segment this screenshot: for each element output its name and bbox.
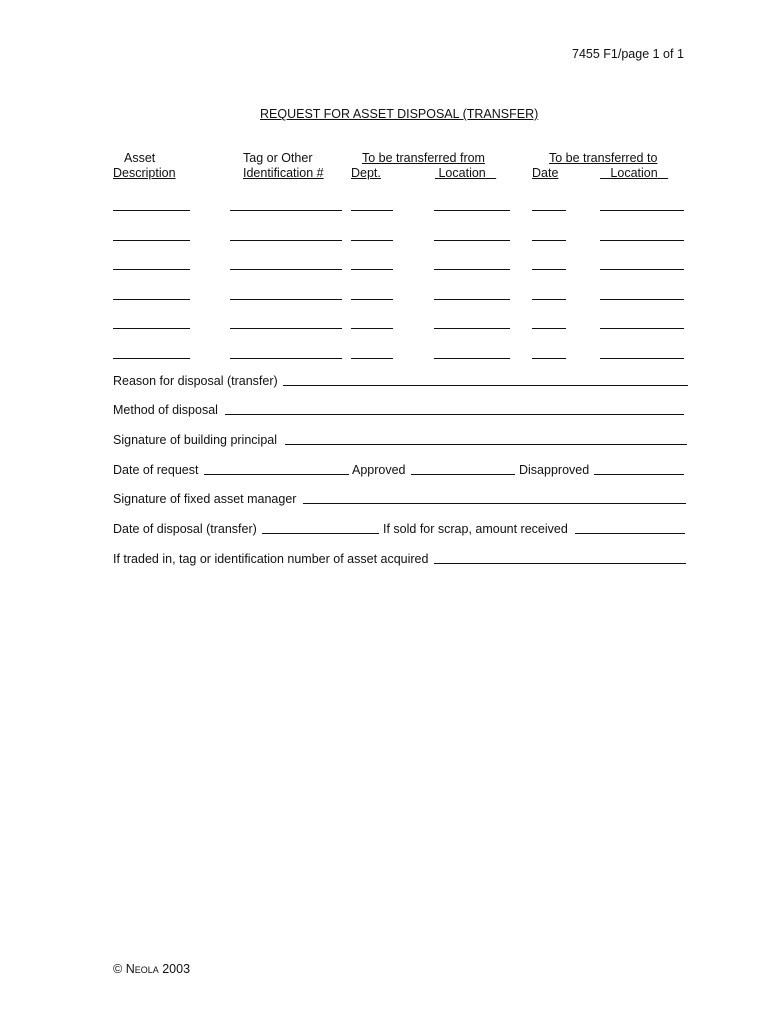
column-to-location: Location [610,166,658,180]
manager-signature-row [113,492,688,507]
identification-blank[interactable] [230,358,342,359]
column-group-transferred-to: To be transferred to [549,151,658,165]
disapproved-line[interactable] [594,474,684,475]
to-date-blank[interactable] [532,210,566,211]
copyright-symbol: © [113,962,123,976]
asset-description-blank[interactable] [113,210,190,211]
from-location-blank[interactable] [434,210,510,211]
reason-input-line[interactable] [283,385,688,386]
method-label: Method of disposal [113,403,218,417]
approved-label: Approved [352,463,406,477]
dept-blank[interactable] [351,269,393,270]
date-request-label: Date of request [113,463,199,477]
dept-blank[interactable] [351,299,393,300]
date-disposal-line[interactable] [262,533,379,534]
column-to-date: Date [532,166,559,180]
column-asset-description: Description [113,166,176,180]
column-tag-top: Tag or Other [243,151,313,165]
to-date-blank[interactable] [532,269,566,270]
reason-field-row [113,374,688,389]
identification-blank[interactable] [230,299,342,300]
identification-blank[interactable] [230,328,342,329]
from-location-blank[interactable] [434,299,510,300]
page-reference: 7455 F1/page 1 of 1 [572,47,684,61]
scrap-amount-line[interactable] [575,533,685,534]
from-location-blank[interactable] [434,269,510,270]
traded-in-line[interactable] [434,563,686,564]
date-disposal-label: Date of disposal (transfer) [113,522,257,536]
manager-signature-line[interactable] [303,503,686,504]
asset-description-blank[interactable] [113,358,190,359]
principal-signature-line[interactable] [285,444,687,445]
column-asset-top: Asset [124,151,156,165]
from-location-blank[interactable] [434,328,510,329]
column-identification: Identification # [243,166,324,180]
dept-blank[interactable] [351,210,393,211]
method-field-row [113,403,688,418]
from-location-blank[interactable] [434,358,510,359]
date-request-line[interactable] [204,474,349,475]
to-location-blank[interactable] [600,358,684,359]
reason-label: Reason for disposal (transfer) [113,374,278,388]
asset-description-blank[interactable] [113,328,190,329]
from-location-blank[interactable] [434,240,510,241]
date-disposal-row [113,522,688,537]
to-date-blank[interactable] [532,240,566,241]
dept-blank[interactable] [351,358,393,359]
copyright-year: 2003 [162,962,191,976]
dept-blank[interactable] [351,328,393,329]
manager-signature-label: Signature of fixed asset manager [113,492,297,506]
asset-description-blank[interactable] [113,240,190,241]
copyright-footer [113,962,190,977]
to-location-blank[interactable] [600,269,684,270]
to-date-blank[interactable] [532,328,566,329]
to-location-blank[interactable] [600,210,684,211]
scrap-amount-label: If sold for scrap, amount received [383,522,568,536]
principal-signature-row [113,433,688,448]
to-date-blank[interactable] [532,358,566,359]
method-input-line[interactable] [225,414,684,415]
disapproved-label: Disapproved [519,463,590,477]
identification-blank[interactable] [230,240,342,241]
column-group-transferred-from: To be transferred from [362,151,485,165]
asset-description-blank[interactable] [113,269,190,270]
to-location-blank[interactable] [600,240,684,241]
to-location-blank[interactable] [600,299,684,300]
identification-blank[interactable] [230,269,342,270]
principal-signature-label: Signature of building principal [113,433,277,447]
to-date-blank[interactable] [532,299,566,300]
traded-in-label: If traded in, tag or identification number of asset acquired [113,552,429,566]
to-location-blank[interactable] [600,328,684,329]
date-request-row [113,463,688,478]
column-from-dept: Dept. [351,166,381,180]
identification-blank[interactable] [230,210,342,211]
brand-name: Neola [125,962,159,976]
dept-blank[interactable] [351,240,393,241]
column-from-location: Location [438,166,486,180]
asset-description-blank[interactable] [113,299,190,300]
approved-line[interactable] [411,474,515,475]
traded-in-row [113,552,688,567]
form-title: REQUEST FOR ASSET DISPOSAL (TRANSFER) [260,107,539,121]
